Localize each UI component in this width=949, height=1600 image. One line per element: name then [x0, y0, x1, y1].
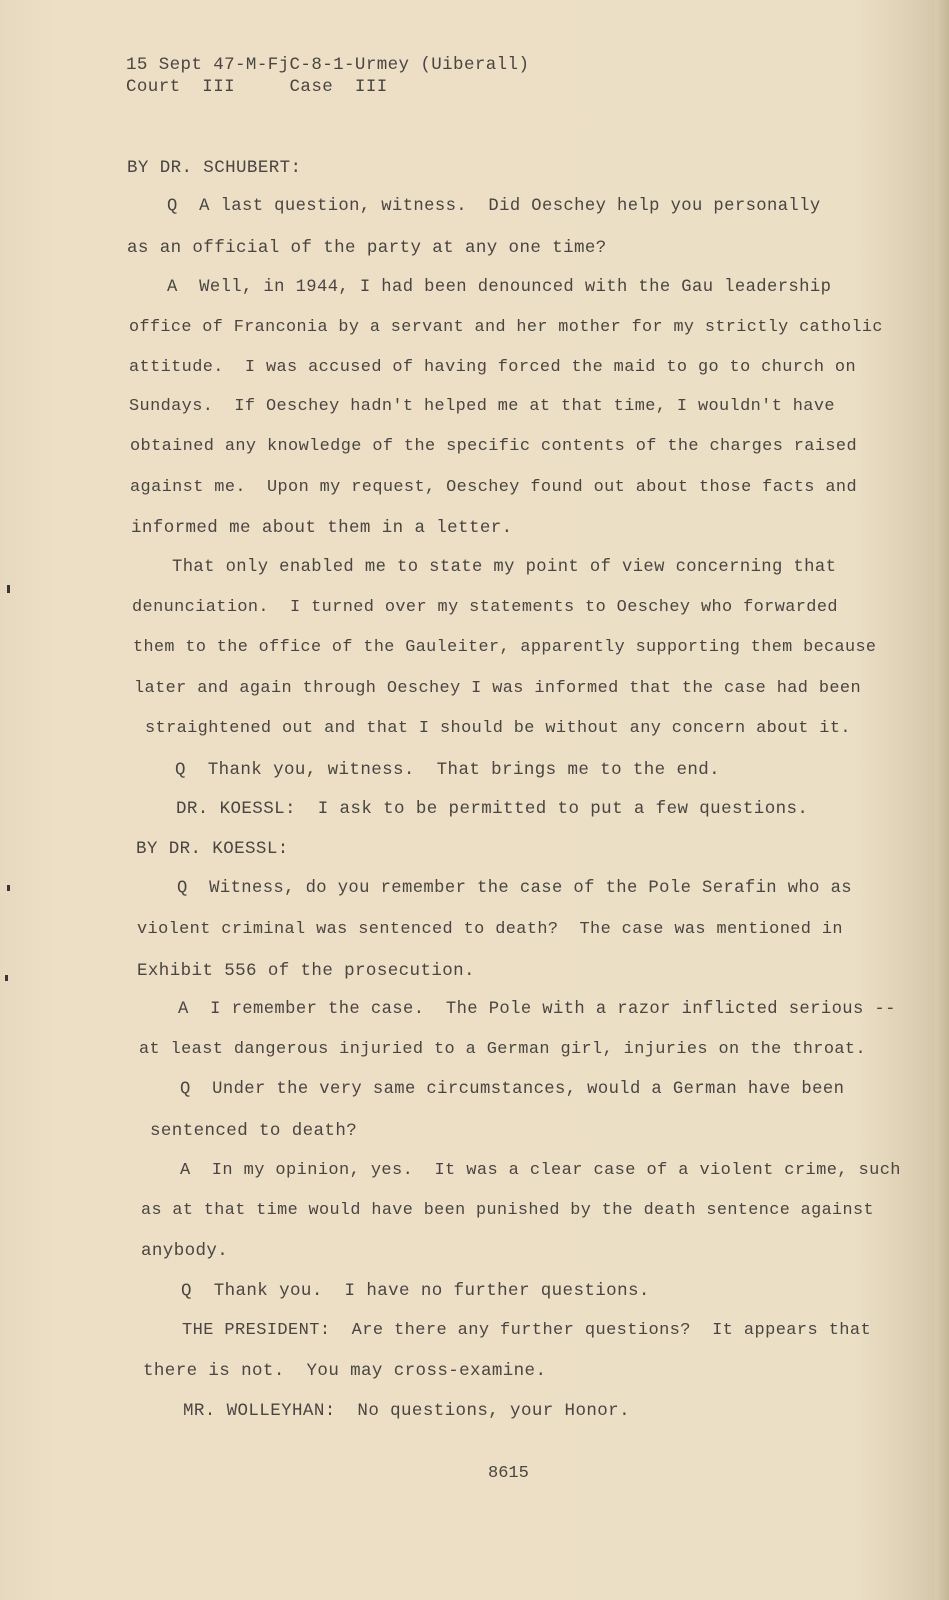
- speaker-heading: BY DR. KOESSL:: [136, 839, 289, 859]
- text-line: sentenced to death?: [150, 1121, 358, 1141]
- text-line: against me. Upon my request, Oeschey found out about those facts and: [130, 478, 857, 497]
- text-line: anybody.: [141, 1241, 229, 1261]
- binding-mark: [5, 975, 8, 981]
- text-line: there is not. You may cross-examine.: [143, 1361, 547, 1381]
- header-line-1: 15 Sept 47-M-FjC-8-1-Urmey (Uiberall): [126, 55, 530, 75]
- question-line: Q Witness, do you remember the case of the Pole Serafin who as: [177, 879, 852, 898]
- text-line: straightened out and that I should be without any concern about it.: [145, 719, 851, 738]
- page-number: 8615: [488, 1464, 529, 1483]
- text-line: at least dangerous injuried to a German girl, injuries on the throat.: [139, 1040, 866, 1059]
- text-line: obtained any knowledge of the specific contents of the charges raised: [130, 437, 857, 456]
- header-line-2: Court III Case III: [126, 77, 388, 97]
- text-line: attitude. I was accused of having forced the maid to go to church on: [129, 358, 856, 377]
- question-line: Q A last question, witness. Did Oeschey help you personally: [167, 197, 821, 216]
- question-line: Q Under the very same circumstances, would a German have been: [180, 1080, 845, 1099]
- text-line: informed me about them in a letter.: [131, 518, 513, 538]
- text-line: Sundays. If Oeschey hadn't helped me at that time, I wouldn't have: [129, 397, 835, 416]
- speaker-line: MR. WOLLEYHAN: No questions, your Honor.: [183, 1401, 630, 1421]
- text-line: as an official of the party at any one time?: [127, 238, 607, 258]
- question-line: Q Thank you, witness. That brings me to the end.: [175, 760, 721, 780]
- text-line: office of Franconia by a servant and her mother for my strictly catholic: [129, 318, 883, 337]
- text-line: later and again through Oeschey I was informed that the case had been: [134, 679, 861, 698]
- text-line: violent criminal was sentenced to death? The case was mentioned in: [137, 920, 843, 939]
- text-line: them to the office of the Gauleiter, apparently supporting them because: [133, 638, 877, 657]
- text-line: Exhibit 556 of the prosecution.: [137, 961, 475, 981]
- speaker-line: DR. KOESSL: I ask to be permitted to put a few questions.: [176, 799, 809, 819]
- text-line: as at that time would have been punished by the death sentence against: [141, 1201, 874, 1220]
- answer-line: A I remember the case. The Pole with a razor inflicted serious --: [178, 1000, 896, 1019]
- speaker-heading: BY DR. SCHUBERT:: [127, 158, 302, 178]
- question-line: Q Thank you. I have no further questions.: [181, 1281, 650, 1301]
- answer-line: A In my opinion, yes. It was a clear case of a violent crime, such: [180, 1161, 901, 1180]
- text-line: denunciation. I turned over my statements to Oeschey who forwarded: [132, 598, 838, 617]
- paper-edge: [935, 0, 949, 1600]
- answer-line: A Well, in 1944, I had been denounced with the Gau leadership: [167, 278, 832, 297]
- binding-mark: [7, 885, 10, 891]
- binding-mark: [7, 585, 10, 593]
- text-line: That only enabled me to state my point of view concerning that: [172, 558, 837, 577]
- speaker-line: THE PRESIDENT: Are there any further questions? It appears that: [182, 1321, 872, 1340]
